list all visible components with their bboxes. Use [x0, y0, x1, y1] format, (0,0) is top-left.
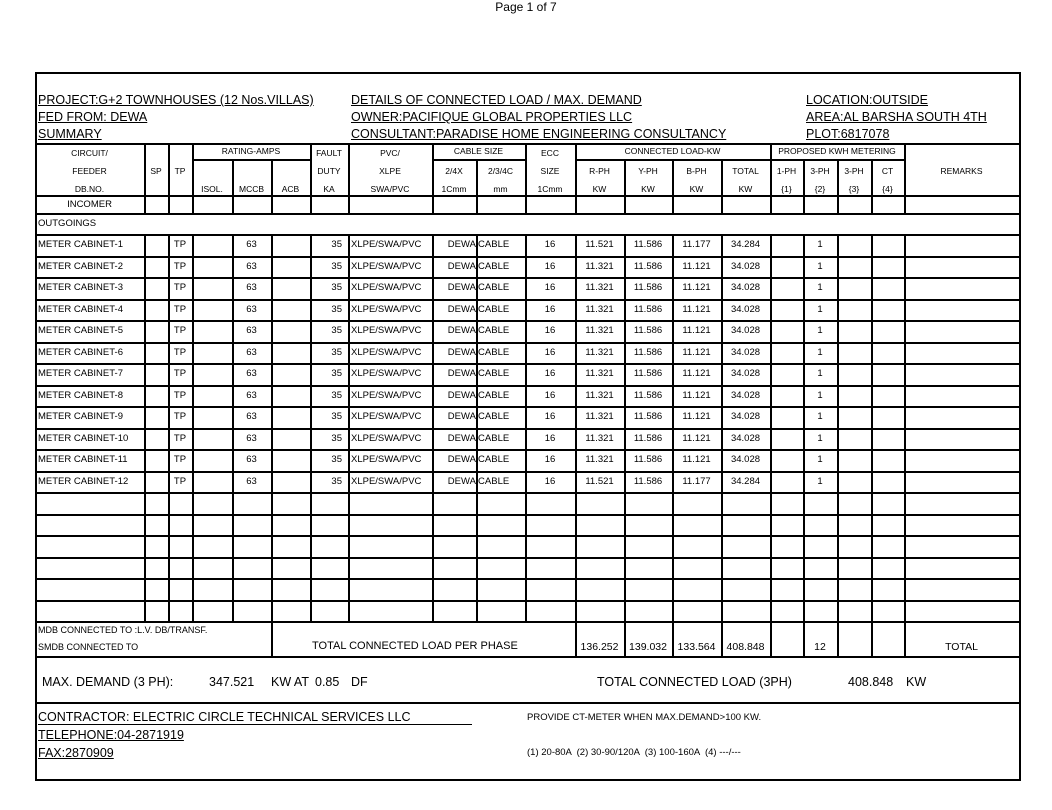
- cell-y: 11.586: [633, 368, 663, 379]
- total-connected-3ph-unit: KW: [906, 675, 927, 689]
- cell-mccb: 63: [246, 433, 257, 444]
- cell-tp: TP: [173, 347, 187, 358]
- row-line: [35, 385, 1021, 387]
- cell-name: METER CABINET-4: [38, 304, 123, 315]
- col-yph-2: KW: [641, 184, 655, 194]
- cell-total: 34.028: [730, 433, 761, 444]
- col-total-1: TOTAL: [732, 166, 759, 176]
- cell-total: 34.028: [730, 304, 761, 315]
- cell-mccb: 63: [246, 368, 257, 379]
- summary-label: SUMMARY: [38, 127, 102, 141]
- row-line: [35, 514, 1021, 516]
- row-line: [35, 557, 1021, 559]
- area: AREA:AL BARSHA SOUTH 4TH: [806, 110, 987, 124]
- col-pvc-1: PVC/: [380, 148, 400, 158]
- cell-b: 11.121: [682, 411, 711, 422]
- cell-cable-type: XLPE/SWA/PVC: [351, 282, 422, 293]
- header-top-line: [35, 143, 1021, 145]
- cell-total: 34.028: [730, 454, 761, 465]
- col-m1-1: 1-PH: [776, 166, 797, 176]
- cell-tp: TP: [173, 239, 187, 250]
- cell-tp: TP: [173, 304, 187, 315]
- cell-mccb: 63: [246, 454, 257, 465]
- cell-mccb: 63: [246, 304, 257, 315]
- col-metering: PROPOSED KWH METERING: [778, 146, 896, 156]
- cell-cable-type: XLPE/SWA/PVC: [351, 411, 422, 422]
- cell-name: METER CABINET-10: [38, 433, 129, 444]
- col-bph-1: B-PH: [686, 166, 707, 176]
- cell-m2: 1: [817, 433, 823, 444]
- demand-factor-label: DF: [351, 675, 368, 689]
- cell-r: 11.321: [585, 390, 614, 401]
- page-number: Page 1 of 7: [495, 0, 557, 14]
- cell-m2: 1: [817, 454, 823, 465]
- cell-total: 34.284: [730, 239, 761, 250]
- consultant: CONSULTANT:PARADISE HOME ENGINEERING CONSULTANCY: [351, 127, 727, 141]
- cell-b: 11.177: [682, 239, 711, 250]
- cell-r: 11.321: [585, 261, 614, 272]
- col-total-2: KW: [738, 184, 753, 194]
- cell-r: 11.321: [585, 433, 614, 444]
- cell-ecc: 16: [544, 476, 556, 487]
- cell-name: METER CABINET-11: [38, 454, 128, 465]
- cell-cable-type: XLPE/SWA/PVC: [351, 325, 422, 336]
- cell-b: 11.121: [682, 325, 711, 336]
- cell-mccb: 63: [246, 282, 257, 293]
- cell-tp: TP: [173, 282, 187, 293]
- cell-cable: DEWA CABLE: [447, 390, 510, 401]
- col-m4-1: CT: [881, 166, 894, 176]
- col-rating-amps: RATING-AMPS: [221, 146, 281, 156]
- cell-ecc: 16: [544, 368, 556, 379]
- col-ecc-1: ECC: [541, 148, 559, 158]
- cell-ecc: 16: [544, 454, 556, 465]
- row-line: [35, 234, 1021, 236]
- col-m3-1: 3-PH: [844, 166, 864, 176]
- telephone: TELEPHONE:04-2871919: [38, 728, 184, 742]
- cell-mccb: 63: [246, 411, 257, 422]
- cell-b: 11.121: [682, 261, 711, 272]
- col-m4-2: {4}: [882, 184, 893, 194]
- cell-ecc: 16: [544, 433, 556, 444]
- cell-b: 11.121: [682, 390, 711, 401]
- row-line: [35, 471, 1021, 473]
- cell-b: 11.121: [682, 347, 711, 358]
- cell-total: 34.028: [730, 390, 761, 401]
- cell-y: 11.586: [633, 347, 663, 358]
- col-m2-1: 3-PH: [810, 166, 830, 176]
- col-circuit-3: DB.NO.: [74, 184, 105, 194]
- cell-y: 11.586: [633, 411, 663, 422]
- max-demand-value: 347.521: [209, 675, 255, 689]
- cell-r: 11.321: [585, 347, 614, 358]
- column-line: [168, 143, 170, 215]
- location: LOCATION:OUTSIDE: [806, 93, 929, 107]
- cell-name: METER CABINET-7: [38, 368, 123, 379]
- col-mccb: MCCB: [238, 184, 265, 194]
- outgoings-label: OUTGOINGS: [38, 218, 97, 229]
- cell-cable-type: XLPE/SWA/PVC: [351, 261, 422, 272]
- total-remarks: TOTAL: [945, 641, 978, 653]
- cell-y: 11.586: [633, 433, 663, 444]
- cell-ecc: 16: [544, 411, 556, 422]
- cell-y: 11.586: [633, 454, 663, 465]
- cell-tp: TP: [173, 476, 187, 487]
- total-connected-3ph-label: TOTAL CONNECTED LOAD (3PH): [597, 675, 792, 689]
- row-line: [35, 492, 1021, 494]
- totals-column-line: [770, 621, 772, 658]
- total-per-phase-label: TOTAL CONNECTED LOAD PER PHASE: [312, 640, 518, 652]
- cell-tp: TP: [173, 390, 187, 401]
- col-ecc-3: 1Cmm: [537, 184, 563, 194]
- meter-range-legend: (1) 20-80A (2) 30-90/120A (3) 100-160A (4) ---/---: [527, 747, 741, 758]
- cell-total: 34.028: [730, 282, 761, 293]
- cell-total: 34.028: [730, 261, 761, 272]
- cell-tp: TP: [173, 433, 187, 444]
- row-line: [35, 578, 1021, 580]
- cell-fault: 35: [331, 433, 342, 444]
- col-m3-2: {3}: [848, 184, 860, 194]
- cell-tp: TP: [173, 261, 187, 272]
- cell-total: 34.028: [730, 368, 761, 379]
- cell-mccb: 63: [246, 476, 257, 487]
- row-line: [35, 342, 1021, 344]
- cell-name: METER CABINET-6: [38, 347, 123, 358]
- cell-total: 34.028: [730, 325, 761, 336]
- column-line: [192, 234, 194, 623]
- cell-cable-type: XLPE/SWA/PVC: [351, 304, 422, 315]
- cell-r: 11.521: [585, 476, 614, 487]
- cell-b: 11.177: [682, 476, 711, 487]
- cell-mccb: 63: [246, 239, 257, 250]
- cell-ecc: 16: [544, 325, 556, 336]
- column-line: [837, 234, 839, 623]
- cell-cable: DEWA CABLE: [447, 368, 510, 379]
- cell-name: METER CABINET-8: [38, 390, 123, 401]
- total-kw: 408.848: [726, 641, 765, 653]
- cell-tp: TP: [173, 325, 187, 336]
- col-cable-a-1: 2/4X: [445, 166, 463, 176]
- cell-r: 11.321: [585, 325, 614, 336]
- cell-cable-type: XLPE/SWA/PVC: [351, 368, 422, 379]
- cell-name: METER CABINET-9: [38, 411, 123, 422]
- cell-fault: 35: [331, 304, 342, 315]
- totals-column-line: [271, 621, 273, 658]
- col-rph-2: KW: [592, 184, 607, 194]
- cell-cable: DEWA CABLE: [447, 433, 510, 444]
- column-line: [144, 234, 146, 623]
- col-circuit-2: FEEDER: [72, 166, 107, 176]
- cell-ecc: 16: [544, 282, 556, 293]
- cell-name: METER CABINET-2: [38, 261, 123, 272]
- project-title: PROJECT:G+2 TOWNHOUSES (12 Nos.VILLAS): [38, 93, 314, 107]
- cell-cable: DEWA CABLE: [447, 411, 510, 422]
- cell-fault: 35: [331, 411, 342, 422]
- col-cable-size: CABLE SIZE: [453, 146, 504, 156]
- fed-from: FED FROM: DEWA: [38, 110, 148, 124]
- col-sp: SP: [150, 166, 162, 176]
- cell-cable: DEWA CABLE: [447, 325, 510, 336]
- cell-m2: 1: [817, 282, 823, 293]
- cell-cable: DEWA CABLE: [447, 304, 510, 315]
- column-line: [904, 143, 906, 215]
- col-ecc-2: SIZE: [540, 166, 560, 176]
- details-title: DETAILS OF CONNECTED LOAD / MAX. DEMAND: [351, 93, 642, 107]
- total-connected-3ph-value: 408.848: [848, 675, 894, 689]
- cell-y: 11.586: [633, 476, 663, 487]
- cell-total: 34.284: [730, 476, 761, 487]
- totals-column-line: [837, 621, 839, 658]
- cell-y: 11.586: [633, 390, 663, 401]
- col-fault-3: KA: [323, 184, 335, 194]
- col-pvc-2: XLPE: [379, 166, 401, 176]
- row-line: [35, 449, 1021, 451]
- cell-mccb: 63: [246, 347, 257, 358]
- row-line: [35, 406, 1021, 408]
- cell-ecc: 16: [544, 261, 556, 272]
- cell-m2: 1: [817, 368, 823, 379]
- cell-r: 11.321: [585, 304, 614, 315]
- cell-r: 11.321: [585, 368, 614, 379]
- cell-tp: TP: [173, 411, 187, 422]
- cell-total: 34.028: [730, 347, 761, 358]
- totals-bottom-line: [35, 656, 1021, 658]
- cell-cable-type: XLPE/SWA/PVC: [351, 239, 422, 250]
- column-line: [871, 234, 873, 623]
- row-line: [35, 363, 1021, 365]
- cell-cable-type: XLPE/SWA/PVC: [351, 390, 422, 401]
- cell-r: 11.321: [585, 282, 614, 293]
- row-line: [35, 256, 1021, 258]
- cell-m2: 1: [817, 411, 823, 422]
- totals-column-line: [871, 621, 873, 658]
- kw-at-label: KW AT: [271, 675, 309, 689]
- cell-ecc: 16: [544, 239, 556, 250]
- col-connected-load: CONNECTED LOAD-KW: [624, 146, 721, 156]
- mdb-connected: MDB CONNECTED TO :L.V. DB/TRANSF.: [38, 625, 208, 635]
- owner: OWNER:PACIFIQUE GLOBAL PROPERTIES LLC: [351, 110, 633, 124]
- rating-amps-divider: [192, 159, 312, 161]
- cell-total: 34.028: [730, 411, 761, 422]
- cell-b: 11.121: [682, 282, 711, 293]
- cell-cable: DEWA CABLE: [447, 454, 510, 465]
- cell-fault: 35: [331, 261, 342, 272]
- cell-m2: 1: [817, 239, 823, 250]
- column-line: [348, 234, 350, 623]
- cell-fault: 35: [331, 476, 342, 487]
- cell-cable: DEWA CABLE: [447, 476, 510, 487]
- col-circuit-1: CIRCUIT/: [71, 148, 108, 158]
- cell-mccb: 63: [246, 390, 257, 401]
- cable-size-divider: [432, 159, 527, 161]
- col-fault-2: DUTY: [317, 166, 341, 176]
- cell-mccb: 63: [246, 261, 257, 272]
- col-cable-b-2: mm: [493, 184, 508, 194]
- col-fault-1: FAULT: [316, 148, 342, 158]
- cell-cable-type: XLPE/SWA/PVC: [351, 454, 422, 465]
- cell-m2: 1: [817, 347, 823, 358]
- ct-meter-note: PROVIDE CT-METER WHEN MAX.DEMAND>100 KW.: [527, 712, 762, 723]
- cell-cable-type: XLPE/SWA/PVC: [351, 476, 422, 487]
- total-y-ph: 139.032: [629, 641, 667, 653]
- cell-ecc: 16: [544, 347, 556, 358]
- cell-fault: 35: [331, 347, 342, 358]
- incomer-label: INCOMER: [67, 199, 112, 210]
- col-isol: ISOL.: [201, 184, 223, 194]
- col-pvc-3: SWA/PVC: [370, 184, 410, 194]
- row-line: [35, 600, 1021, 602]
- cell-r: 11.521: [585, 239, 614, 250]
- header-bottom-line: [35, 195, 1021, 197]
- col-cable-a-2: 1Cmm: [441, 184, 467, 194]
- cell-tp: TP: [173, 368, 187, 379]
- cell-name: METER CABINET-1: [38, 239, 123, 250]
- cell-fault: 35: [331, 282, 342, 293]
- col-yph-1: Y-PH: [638, 166, 658, 176]
- cell-name: METER CABINET-5: [38, 325, 123, 336]
- cell-cable-type: XLPE/SWA/PVC: [351, 347, 422, 358]
- cell-name: METER CABINET-12: [38, 476, 129, 487]
- total-b-ph: 133.564: [677, 641, 716, 653]
- cell-b: 11.121: [682, 304, 711, 315]
- column-line: [144, 143, 146, 215]
- demand-factor-value: 0.85: [315, 675, 340, 689]
- row-line: [35, 277, 1021, 279]
- cell-cable: DEWA CABLE: [447, 347, 510, 358]
- col-bph-2: KW: [689, 184, 704, 194]
- cell-cable-type: XLPE/SWA/PVC: [351, 433, 422, 444]
- cell-m2: 1: [817, 325, 823, 336]
- row-line: [35, 621, 1021, 623]
- cell-fault: 35: [331, 368, 342, 379]
- cell-name: METER CABINET-3: [38, 282, 123, 293]
- cell-fault: 35: [331, 325, 342, 336]
- cell-y: 11.586: [633, 325, 663, 336]
- cell-m2: 1: [817, 390, 823, 401]
- cell-m2: 1: [817, 261, 823, 272]
- plot: PLOT:6817078: [806, 127, 890, 141]
- contractor: CONTRACTOR: ELECTRIC CIRCLE TECHNICAL SERVICES LLC: [38, 710, 411, 724]
- total-meters-3ph: 12: [814, 641, 826, 653]
- cell-fault: 35: [331, 239, 342, 250]
- cell-b: 11.121: [682, 368, 711, 379]
- cell-ecc: 16: [544, 390, 556, 401]
- cell-r: 11.321: [585, 454, 614, 465]
- cell-y: 11.586: [633, 239, 663, 250]
- fax: FAX:2870909: [38, 746, 114, 760]
- cell-mccb: 63: [246, 325, 257, 336]
- col-m2-2: {2}: [814, 184, 826, 194]
- cell-m2: 1: [817, 476, 823, 487]
- total-r-ph: 136.252: [580, 641, 619, 653]
- cell-y: 11.586: [633, 261, 663, 272]
- row-line: [35, 428, 1021, 430]
- cell-fault: 35: [331, 454, 342, 465]
- cell-m2: 1: [817, 304, 823, 315]
- cell-b: 11.121: [682, 454, 711, 465]
- demand-bottom-line: [35, 702, 1021, 704]
- col-rph-1: R-PH: [589, 166, 610, 176]
- contractor-underline: [38, 724, 472, 725]
- col-remarks: REMARKS: [940, 166, 983, 176]
- column-line: [904, 234, 906, 623]
- incomer-bottom-line: [35, 213, 1021, 215]
- col-cable-b-1: 2/3/4C: [487, 166, 514, 176]
- col-m1-2: {1}: [781, 184, 792, 194]
- row-line: [35, 299, 1021, 301]
- smdb-connected: SMDB CONNECTED TO: [38, 642, 139, 652]
- row-line: [35, 535, 1021, 537]
- cell-r: 11.321: [585, 411, 614, 422]
- max-demand-label: MAX. DEMAND (3 PH):: [42, 675, 174, 689]
- col-tp: TP: [174, 166, 186, 176]
- column-line: [271, 234, 273, 623]
- cell-tp: TP: [173, 454, 187, 465]
- cell-y: 11.586: [633, 282, 663, 293]
- cell-cable: DEWA CABLE: [447, 261, 510, 272]
- cell-cable: DEWA CABLE: [447, 239, 510, 250]
- cell-b: 11.121: [682, 433, 711, 444]
- row-line: [35, 320, 1021, 322]
- col-acb: ACB: [281, 184, 300, 194]
- cell-ecc: 16: [544, 304, 556, 315]
- column-line: [770, 234, 772, 623]
- cell-y: 11.586: [633, 304, 663, 315]
- cell-fault: 35: [331, 390, 342, 401]
- cell-cable: DEWA CABLE: [447, 282, 510, 293]
